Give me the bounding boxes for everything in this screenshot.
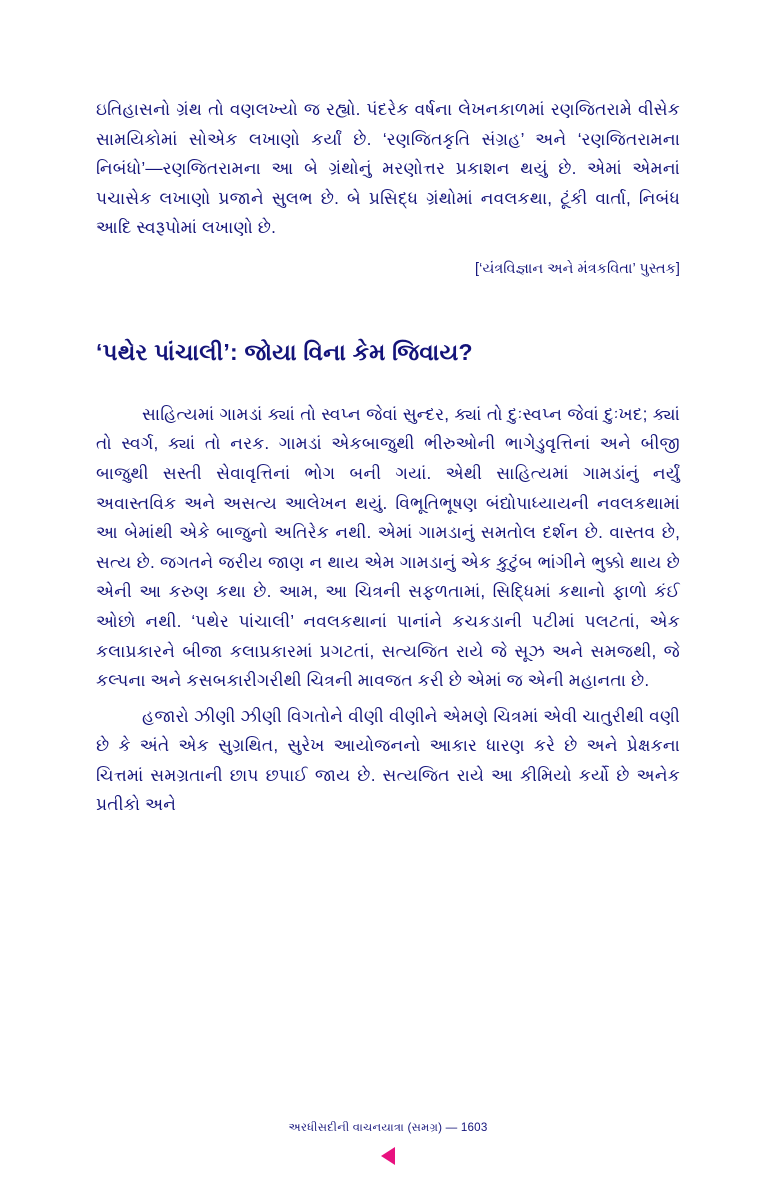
body-paragraph-2: હજારો ઝીણી ઝીણી વિગતોને વીણી વીણીને એમણે ચિત્રમાં એવી ચાતુરીથી વણી છે કે અંતે એક સુગ્રથિત, સુરેખ આયોજનનો આકાર ધારણ કરે છે અને પ્રેક્ષકના ચિત્તમાં સમગ્રતાની છાપ છપાઈ જાય છે. સત્યજિત રાયે આ કીમિયો કર્યો છે અનેક પ્રતીકો અને xyxy=(96,705,680,815)
section-heading: ‘પથેર પાંચાલી’: જોયા વિના કેમ જિવાય? xyxy=(96,338,473,365)
body-paragraph-1: સાહિત્યમાં ગામડાં ક્યાં તો સ્વપ્ન જેવાં સુન્દર, ક્યાં તો દુઃસ્વપ્ન જેવાં દુઃખદ; ક્યાં તો સ્વર્ગ, ક્યાં તો નરક. ગામડાં એકબાજુથી ભીરુઓની ભાગેડુવૃત્તિનાં અને બીજી બાજુથી સસ્તી સેવાવૃત્તિનાં ભોગ બની ગયાં. એથી સાહિત્યમાં ગામડાંનું નર્યું અવાસ્તવિક અને અસત્ય આલેખન થયું. વિભૂતિભૂષણ બંદ્યોપાધ્યાયની નવલકથામાં આ બેમાંથી એકે બાજુનો અતિરેક નથી. એમાં ગામડાનું સમતોલ દર્શન છે. વાસ્તવ છે, સત્ય છે. જગતને જરીય જાણ ન થાય એમ ગામડાનું એક કુટુંબ ભાંગીને ભુક્કો થાય છે એની આ કરુણ કથા છે. આમ, આ ચિત્રની સફળતામાં, સિદ્ધિમાં કથાનો ફાળો કંઈ ઓછો નથી. ‘પથેર પાંચાલી’ નવલકથાનાં પાનાંને કચકડાની પટીમાં પલટતાં, એક કલાપ્રકારને બીજા કલાપ્રકારમાં પ્રગટતાં, સત્યજિત રાયે જે સૂઝ અને સમજથી, જે કલ્પના અને કસબકારીગરીથી ચિત્રની માવજત કરી છે એમાં જ એની મહાનતા છે. xyxy=(96,403,680,691)
page-footer: અરધીસદીની વાચનયાત્રા (સમગ્ર) — 1603 xyxy=(288,1121,488,1134)
body-text-block xyxy=(96,400,680,820)
intro-paragraph: ઇતિહાસનો ગ્રંથ તો વણલખ્યો જ રહ્યો. પંદરેક વર્ષના લેખનકાળમાં રણજિતરામે વીસેક સામયિકોમાં સોએક લખાણો કર્યાં છે. ‘રણજિતકૃતિ સંગ્રહ’ અને ‘રણજિતરામના નિબંધો’—રણજિતરામના આ બે ગ્રંથોનું મરણોત્તર પ્રકાશન થયું છે. એમાં એમનાં પચાસેક લખાણો પ્રજાને સુલભ છે. બે પ્રસિદ્ધ ગ્રંથોમાં નવલકથા, ટૂંકી વાર્તા, નિબંધ આદિ સ્વરૂપોમાં લખાણો છે. xyxy=(96,99,680,238)
source-attribution: [‘યંત્રવિજ્ઞાન અને મંત્રકવિતા’ પુસ્તક] xyxy=(475,260,680,277)
previous-page-arrow-icon[interactable] xyxy=(381,1147,395,1165)
